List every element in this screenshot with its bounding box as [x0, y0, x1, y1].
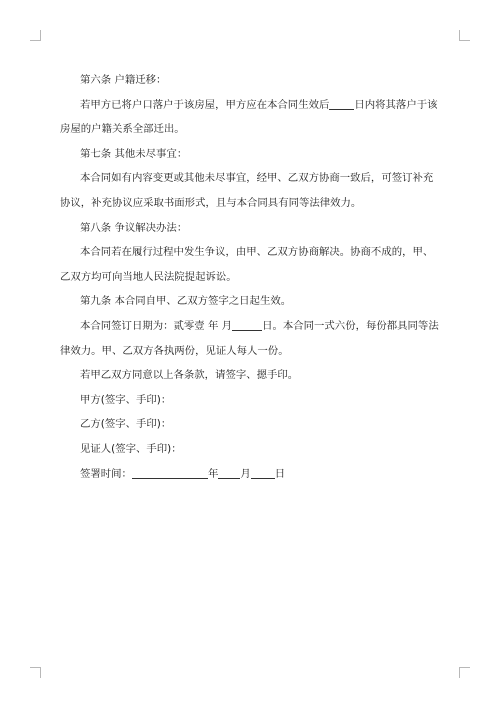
witness-signature: 见证人(签字、手印)：: [80, 442, 182, 455]
days-blank: [329, 98, 354, 110]
signing-year-blank: [132, 467, 208, 479]
day-char: 日: [274, 467, 286, 480]
signing-time: [60, 462, 442, 487]
party-a-signature: 甲方(签字、手印)：: [80, 393, 172, 406]
signing-time-label: 签署时间：: [80, 467, 132, 480]
corner-mark-top-left: [30, 30, 41, 41]
corner-mark-top-right: [459, 30, 470, 41]
year-char: 年: [207, 467, 219, 480]
article-6-heading: 第六条 户籍迁移：: [80, 74, 167, 86]
document-body: [60, 68, 442, 486]
signing-date-part-b: 日。本合同一式六份，每份都具同等法律效力。甲、乙双方各执两份，见证人每人一份。: [60, 319, 439, 357]
article-8-text: 本合同若在履行过程中发生争议，由甲、乙双方协商解决。协商不成的，甲、乙双方均可向当地人民法院提起诉讼。: [60, 246, 434, 283]
signing-month-blank: [218, 467, 240, 479]
corner-mark-bottom-right: [459, 667, 470, 678]
signing-day-blank-2: [251, 467, 275, 479]
article-8-heading: 第八条 争议解决办法：: [80, 221, 188, 234]
article-6-text: [60, 93, 442, 142]
month-char: 月: [240, 467, 251, 480]
article-7-heading: 第七条 其他未尽事宜：: [80, 147, 188, 160]
corner-mark-bottom-left: [30, 667, 41, 678]
consent-text: 若甲乙双方同意以上各条款，请签字、摁手印。: [80, 369, 299, 382]
party-b-signature: 乙方(签字、手印)：: [80, 418, 172, 431]
article-7-text: 本合同如有内容变更或其他未尽事宜，经甲、乙双方协商一致后，可签订补充协议，补充协议应采取书面形式，且与本合同具有同等法律效力。: [60, 172, 434, 209]
signing-day-blank: [232, 319, 262, 331]
signing-date-part-a: 本合同签订日期为：贰零壹 年 月: [80, 319, 233, 332]
article-6-text-part-a: 若甲方已将户口落户于该房屋，甲方应在本合同生效后: [80, 98, 330, 111]
article-6-text-part-b: 日内将其落户于该房屋的户籍关系全部迁出。: [60, 98, 438, 136]
signing-date-clause: [60, 314, 442, 363]
article-9-text: 第九条 本合同自甲、乙双方签字之日起生效。: [80, 295, 292, 308]
